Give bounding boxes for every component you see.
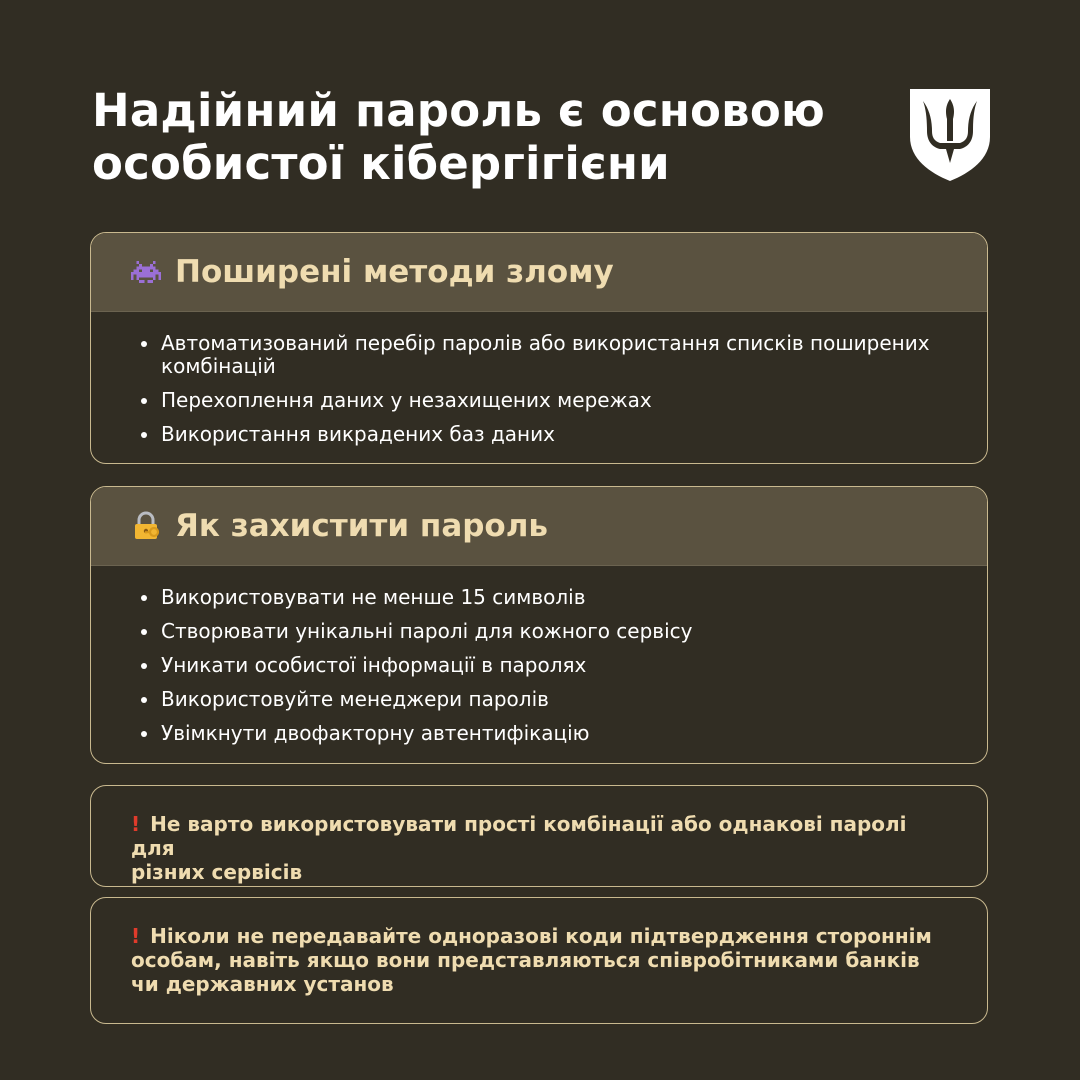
card-header	[91, 233, 987, 312]
warning-note	[90, 897, 988, 1024]
page-title	[92, 84, 872, 190]
list-item: Використовуйте менеджери паролів	[131, 688, 947, 711]
trident-shield-icon	[910, 89, 990, 181]
list-item: Автоматизований перебір паролів або використання списків поширених комбінацій	[131, 332, 947, 378]
bullet-list	[131, 586, 947, 745]
protect-password-card	[90, 486, 988, 764]
space-invader-icon	[131, 256, 163, 288]
lock-with-key-icon	[131, 510, 163, 542]
warning-line: різних сервісів	[131, 860, 303, 884]
list-item: Використання викрадених баз даних	[131, 423, 947, 446]
list-item: Створювати унікальні паролі для кожного сервісу	[131, 620, 947, 643]
warning-line: ! Не варто використовувати прості комбінації або однакові паролі для	[131, 812, 907, 860]
title-line: особистої кібергігієни	[92, 137, 670, 190]
list-item: Використовувати не менше 15 символів	[131, 586, 947, 609]
warning-line: особам, навіть якщо вони представляються співробітниками банків	[131, 948, 920, 972]
card-body	[91, 312, 987, 446]
warning-line: чи державних установ	[131, 972, 394, 996]
list-item: Увімкнути двофакторну автентифікацію	[131, 722, 947, 745]
hacking-methods-card	[90, 232, 988, 464]
section-heading: Поширені методи злому	[175, 254, 614, 290]
exclamation-icon: !	[131, 924, 141, 948]
bullet-list	[131, 332, 947, 446]
warning-line: ! Ніколи не передавайте одноразові коди підтвердження стороннім	[131, 924, 932, 948]
warning-note	[90, 785, 988, 887]
title-line: Надійний пароль є основою	[92, 84, 825, 137]
list-item: Уникати особистої інформації в паролях	[131, 654, 947, 677]
card-header	[91, 487, 987, 566]
exclamation-icon: !	[131, 812, 141, 836]
section-heading: Як захистити пароль	[175, 508, 549, 544]
card-body	[91, 566, 987, 745]
list-item: Перехоплення даних у незахищених мережах	[131, 389, 947, 412]
